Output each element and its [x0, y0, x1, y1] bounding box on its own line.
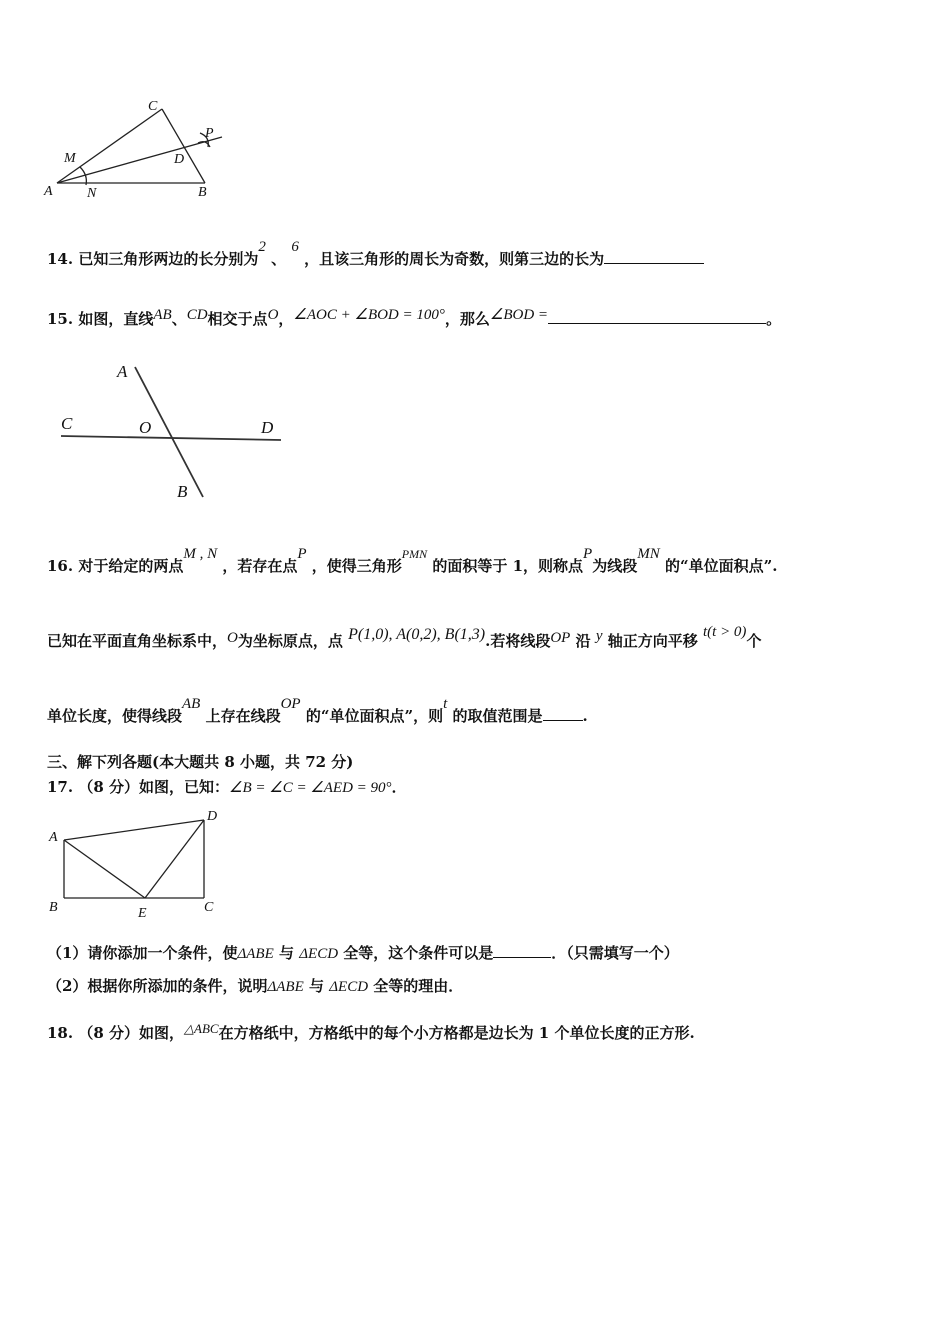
label-c: C	[204, 900, 214, 915]
question-18	[47, 1022, 695, 1043]
question-text: 与	[308, 977, 324, 995]
segment-cb	[162, 109, 205, 183]
question-text: 的“单位面积点”.	[664, 557, 778, 575]
label-b: B	[177, 482, 188, 501]
line-cd: CD	[186, 307, 208, 323]
segment-op: OP	[280, 696, 301, 712]
answer-blank[interactable]	[548, 309, 766, 324]
segment-mn: MN	[637, 546, 660, 562]
figure-q17-trapezoid	[45, 805, 235, 920]
question-17-part-2	[47, 975, 463, 996]
triangle-pmn: PMN	[401, 547, 428, 561]
segment-ed	[145, 820, 204, 898]
question-17-part-1	[47, 942, 679, 963]
question-text: ，使得三角形	[311, 557, 402, 575]
question-17	[47, 776, 407, 797]
coordinates: P(1,0), A(0,2), B(1,3)	[348, 626, 486, 643]
question-number: 17.	[47, 778, 74, 796]
question-text: ，且该三角形的周长为奇数，则第三边的长为	[304, 250, 605, 268]
label-d: D	[207, 809, 218, 824]
figure-q15-lines	[55, 355, 295, 505]
figure-q13-triangle	[40, 95, 240, 207]
section-heading: 三、解下列各题(本大题共 8 小题，共 72 分)	[47, 753, 354, 771]
triangle-abe: ΔABE	[237, 946, 274, 962]
segment-ab: AB	[182, 696, 201, 712]
triangle-abe: ΔABE	[267, 979, 304, 995]
period: ．	[391, 778, 407, 796]
segment-ac	[57, 109, 162, 183]
label-m: M	[64, 151, 76, 166]
point-o: O	[227, 630, 238, 646]
question-text: 全等，这个条件可以是	[343, 944, 494, 962]
label-c: C	[148, 99, 158, 114]
label-b: B	[49, 900, 58, 915]
triangle-ecd: ΔECD	[329, 979, 369, 995]
question-text: 轴正方向平移	[607, 632, 698, 650]
line-ab: AB	[153, 307, 172, 323]
question-text: ，若存在点	[222, 557, 298, 575]
question-16	[47, 546, 778, 576]
angle-condition: ∠AOC + ∠BOD = 100°	[293, 307, 445, 323]
question-text: 上存在线段	[205, 707, 281, 725]
point-o: O	[267, 307, 279, 323]
question-number: 16.	[47, 557, 74, 575]
question-text: 个	[746, 632, 762, 650]
question-text: 与	[278, 944, 294, 962]
question-text: .若将线段	[485, 632, 551, 650]
segment-op: OP	[550, 630, 571, 646]
question-text: （8 分）如图，已知：	[78, 778, 230, 796]
answer-blank[interactable]	[543, 706, 583, 721]
question-16-line-2	[47, 624, 762, 651]
label-a: A	[117, 362, 128, 381]
label-c: C	[61, 414, 73, 433]
separator: ，	[278, 310, 294, 328]
ray-ap	[57, 137, 222, 183]
angle-condition: ∠B = ∠C = ∠AED = 90°	[229, 780, 392, 796]
question-text: 已知在平面直角坐标系中，	[47, 632, 228, 650]
question-text: ．（只需填写一个）	[551, 944, 679, 962]
question-text: 为坐标原点，点	[237, 632, 343, 650]
question-text: 的面积等于 1，则称点	[432, 557, 584, 575]
question-16-line-3	[47, 696, 588, 726]
axis-y: y	[595, 628, 603, 644]
label-n: N	[87, 186, 97, 201]
label-d: D	[261, 418, 274, 437]
points-mn: M , N	[183, 546, 218, 562]
question-text: 相交于点	[207, 310, 268, 328]
triangle-ecd: ΔECD	[299, 946, 339, 962]
label-p: P	[205, 126, 214, 141]
question-text: （8 分）如图，	[78, 1024, 185, 1042]
label-b: B	[198, 185, 207, 200]
question-text: 的取值范围是	[452, 707, 543, 725]
period: .	[582, 707, 588, 725]
segment-ad	[64, 820, 204, 840]
separator: 、	[171, 310, 187, 328]
question-text: 已知三角形两边的长分别为	[78, 250, 259, 268]
answer-blank[interactable]	[493, 943, 551, 958]
point-p-2: P	[583, 546, 593, 562]
question-text: （1）请你添加一个条件，使	[47, 944, 238, 962]
label-a: A	[44, 184, 53, 199]
translation-t: t(t > 0)	[702, 624, 747, 640]
label-e: E	[138, 906, 147, 920]
question-14	[47, 239, 704, 269]
separator: 、	[271, 250, 287, 268]
question-text: 沿	[575, 632, 591, 650]
label-a: A	[49, 830, 58, 845]
question-number: 18.	[47, 1024, 74, 1042]
variable-t: t	[443, 696, 448, 712]
question-text: 的“单位面积点”，则	[305, 707, 444, 725]
question-number: 15.	[47, 310, 74, 328]
question-15	[47, 308, 781, 329]
question-text: 如图，直线	[78, 310, 154, 328]
question-text: 全等的理由．	[373, 977, 464, 995]
value-side-1: 2	[258, 239, 266, 255]
question-text: 单位长度，使得线段	[47, 707, 183, 725]
value-side-2: 6	[291, 239, 299, 255]
question-text: 对于给定的两点	[78, 557, 184, 575]
question-text: （2）根据你所添加的条件，说明	[47, 977, 268, 995]
question-text: ，那么	[444, 310, 490, 328]
question-text: 为线段	[592, 557, 638, 575]
angle-bod: ∠BOD =	[489, 307, 549, 323]
point-p: P	[297, 546, 307, 562]
period: 。	[766, 310, 782, 328]
triangle-abc: △ABC	[184, 1021, 219, 1036]
segment-ae	[64, 840, 145, 898]
question-number: 14.	[47, 250, 74, 268]
answer-blank[interactable]	[604, 249, 704, 264]
label-d: D	[174, 152, 185, 167]
label-o: O	[139, 418, 152, 437]
question-text: 在方格纸中，方格纸中的每个小方格都是边长为 1 个单位长度的正方形.	[218, 1024, 695, 1042]
